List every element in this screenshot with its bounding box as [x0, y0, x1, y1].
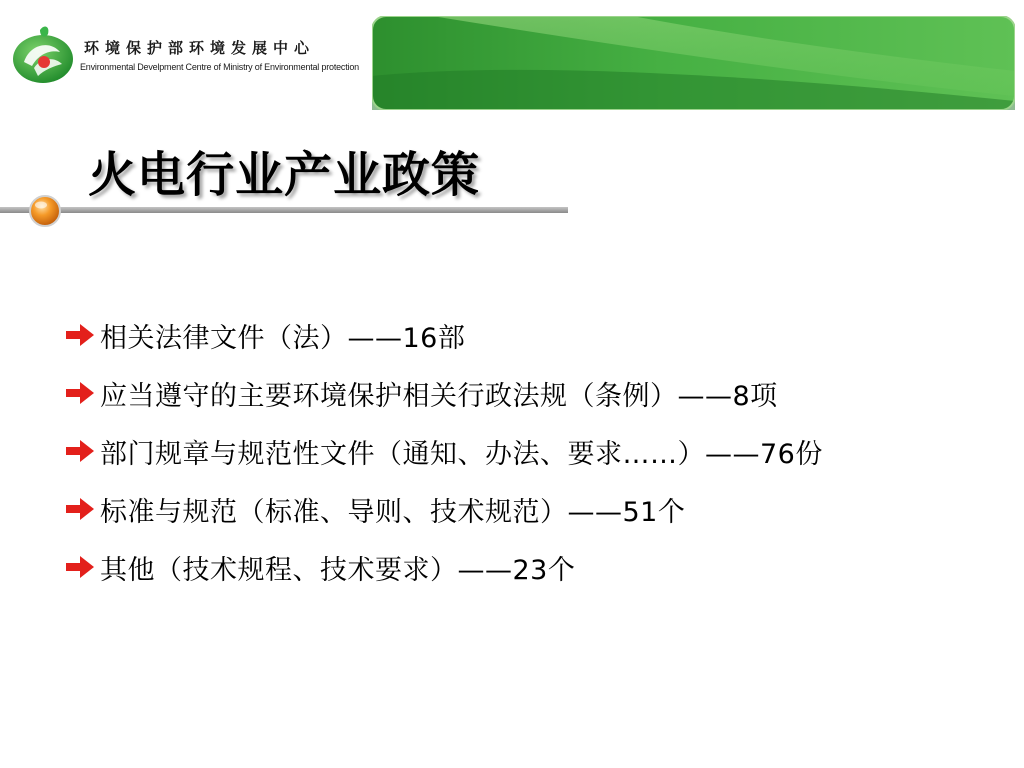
orange-orb-icon	[28, 194, 62, 228]
slide-title: 火电行业产业政策	[88, 147, 481, 203]
bullet-text: 相关法律文件（法）——16部	[100, 322, 466, 354]
list-item	[66, 306, 823, 364]
list-item	[66, 422, 823, 480]
bullet-text: 部门规章与规范性文件（通知、办法、要求……）——76份	[100, 438, 823, 470]
red-arrow-icon	[66, 324, 94, 346]
list-item	[66, 538, 823, 596]
org-name-cn: 环境保护部环境发展中心	[84, 39, 316, 57]
bullet-text: 标准与规范（标准、导则、技术规范）——51个	[100, 496, 686, 528]
list-item	[66, 480, 823, 538]
red-arrow-icon	[66, 498, 94, 520]
header-banner	[372, 16, 1015, 110]
red-arrow-icon	[66, 440, 94, 462]
org-name-en: Environmental Develpment Centre of Ministry of Environmental protection	[80, 62, 359, 72]
red-arrow-icon	[66, 382, 94, 404]
environment-center-logo-icon	[10, 22, 76, 88]
bullet-text: 其他（技术规程、技术要求）——23个	[100, 554, 576, 586]
bullet-list	[66, 306, 823, 596]
title-underline	[0, 207, 568, 213]
red-arrow-icon	[66, 556, 94, 578]
bullet-text: 应当遵守的主要环境保护相关行政法规（条例）——8项	[100, 380, 778, 412]
list-item	[66, 364, 823, 422]
